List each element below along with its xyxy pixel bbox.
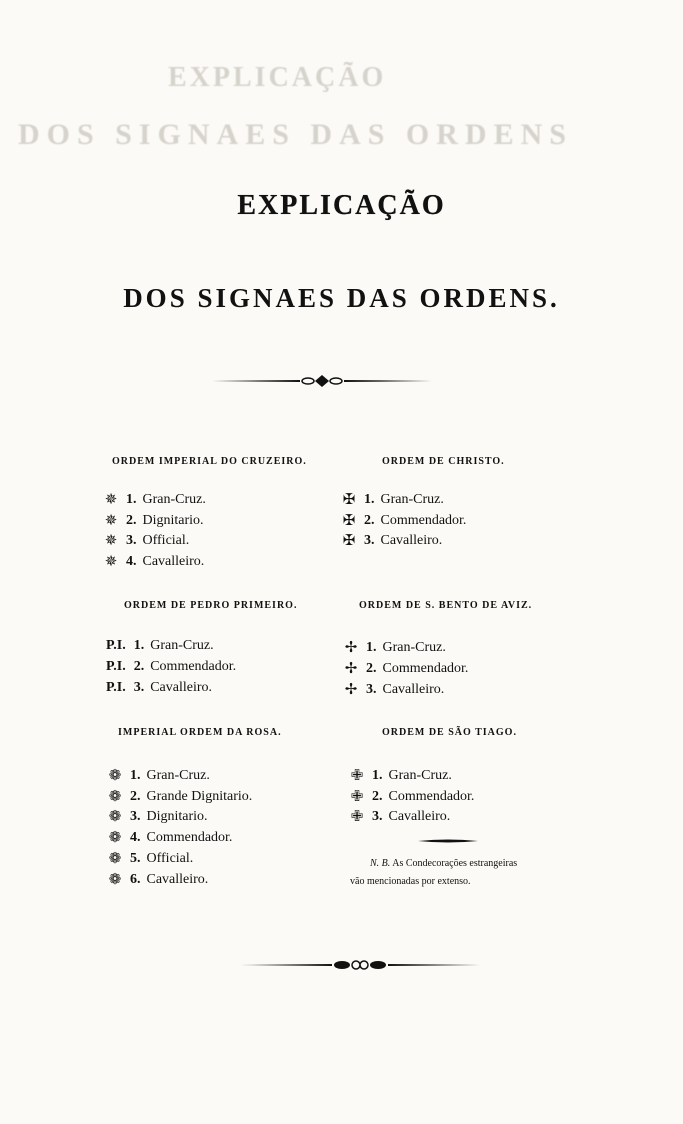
item-number: 3. bbox=[130, 808, 141, 824]
list-item bbox=[348, 807, 450, 826]
item-label: Cavalleiro. bbox=[142, 553, 205, 569]
star-medal-icon: ✵ bbox=[104, 533, 118, 549]
list-item bbox=[106, 766, 210, 785]
item-label: Gran-Cruz. bbox=[380, 491, 444, 507]
item-label: Commendador. bbox=[150, 659, 237, 674]
item-number: 2. bbox=[372, 788, 383, 804]
item-number: 6. bbox=[130, 871, 141, 887]
item-number: 1. bbox=[366, 639, 377, 655]
list-item bbox=[106, 870, 208, 889]
cross-icon: ✠ bbox=[342, 492, 356, 508]
item-number: 3. bbox=[366, 681, 377, 697]
cross-icon: ✠ bbox=[342, 513, 356, 529]
faint-bleed-through-line-1: EXPLICAÇÃO bbox=[168, 62, 387, 93]
list-item bbox=[102, 531, 189, 550]
list-item bbox=[342, 680, 444, 699]
item-label: Gran-Cruz. bbox=[146, 767, 210, 783]
item-number: 2. bbox=[126, 512, 137, 528]
item-number: 3. bbox=[372, 808, 383, 824]
page-subtitle: DOS SIGNAES DAS ORDENS. bbox=[123, 283, 560, 313]
item-number: 4. bbox=[130, 829, 141, 845]
faint-bleed-through-line-2: DOS SIGNAES DAS ORDENS bbox=[18, 118, 573, 151]
rose-medal-icon: ❁ bbox=[108, 809, 122, 825]
item-label: Commendador. bbox=[388, 788, 475, 804]
item-label: Grande Dignitario. bbox=[146, 788, 253, 804]
item-label: Cavalleiro. bbox=[380, 532, 443, 548]
item-number: 1. bbox=[364, 491, 375, 507]
star-medal-icon: ✵ bbox=[104, 513, 118, 529]
item-number: 1. bbox=[372, 767, 383, 783]
item-number: 4. bbox=[126, 553, 137, 569]
list-item bbox=[348, 787, 474, 806]
item-label: Official. bbox=[146, 850, 194, 866]
rose-medal-icon: ❁ bbox=[108, 872, 122, 888]
item-label: Official. bbox=[142, 532, 190, 548]
sword-cross-icon: ✙ bbox=[350, 768, 364, 784]
item-label: Gran-Cruz. bbox=[150, 638, 214, 653]
list-item bbox=[106, 828, 232, 847]
list-item bbox=[106, 659, 236, 675]
heading-ordem-aviz: ORDEM DE S. BENTO DE AVIZ. bbox=[359, 600, 533, 611]
item-label: Gran-Cruz. bbox=[142, 491, 206, 507]
rose-medal-icon: ❁ bbox=[108, 789, 122, 805]
list-item bbox=[102, 552, 204, 571]
note-line-2: vão mencionadas por extenso. bbox=[350, 876, 471, 887]
item-number: 2. bbox=[366, 660, 377, 676]
item-number: 1. bbox=[126, 491, 137, 507]
footnote-continued bbox=[350, 876, 471, 887]
item-label: Commendador. bbox=[382, 660, 469, 676]
footnote bbox=[370, 858, 517, 869]
heading-ordem-tiago: ORDEM DE SÃO TIAGO. bbox=[382, 727, 517, 738]
item-number: 3. bbox=[133, 680, 145, 695]
item-label: Gran-Cruz. bbox=[382, 639, 446, 655]
cross-icon: ✠ bbox=[342, 533, 356, 549]
list-item bbox=[340, 531, 442, 550]
ornamental-rule-bottom bbox=[240, 957, 480, 973]
list-item bbox=[102, 511, 204, 530]
item-label: Commendador. bbox=[380, 512, 467, 528]
list-item bbox=[342, 638, 446, 657]
page-title: EXPLICAÇÃO bbox=[237, 190, 446, 221]
item-label: Cavalleiro. bbox=[388, 808, 451, 824]
star-medal-icon: ✵ bbox=[104, 492, 118, 508]
item-number: 1. bbox=[133, 638, 145, 653]
item-number: 3. bbox=[364, 532, 375, 548]
list-item bbox=[106, 638, 214, 654]
ornamental-rule-top bbox=[212, 374, 432, 388]
rose-medal-icon: ❁ bbox=[108, 768, 122, 784]
fleury-cross-icon: ✢ bbox=[344, 640, 358, 656]
item-number: 2. bbox=[130, 788, 141, 804]
list-item bbox=[106, 807, 208, 826]
item-number: 1. bbox=[130, 767, 141, 783]
item-label: Commendador. bbox=[146, 829, 233, 845]
heading-ordem-cruzeiro: ORDEM IMPERIAL DO CRUZEIRO. bbox=[112, 456, 307, 467]
order-prefix: P.I. bbox=[106, 680, 126, 695]
item-label: Gran-Cruz. bbox=[388, 767, 452, 783]
list-item bbox=[106, 787, 252, 806]
rose-medal-icon: ❁ bbox=[108, 851, 122, 867]
item-label: Cavalleiro. bbox=[150, 680, 213, 695]
item-label: Cavalleiro. bbox=[146, 871, 209, 887]
sword-cross-icon: ✙ bbox=[350, 789, 364, 805]
item-label: Cavalleiro. bbox=[382, 681, 445, 697]
heading-ordem-pedro: ORDEM DE PEDRO PRIMEIRO. bbox=[124, 600, 298, 611]
item-label: Dignitario. bbox=[146, 808, 208, 824]
list-item bbox=[106, 680, 212, 696]
star-medal-icon: ✵ bbox=[104, 554, 118, 570]
note-line-1: As Condecorações estrangeiras bbox=[392, 858, 518, 869]
list-item bbox=[106, 849, 193, 868]
order-prefix: P.I. bbox=[106, 659, 126, 674]
heading-ordem-christo: ORDEM DE CHRISTO. bbox=[382, 456, 505, 467]
note-prefix: N. B. bbox=[370, 858, 391, 869]
short-rule bbox=[418, 838, 478, 844]
sword-cross-icon: ✙ bbox=[350, 809, 364, 825]
item-number: 5. bbox=[130, 850, 141, 866]
list-item bbox=[340, 490, 444, 509]
list-item bbox=[340, 511, 466, 530]
item-number: 3. bbox=[126, 532, 137, 548]
list-item bbox=[102, 490, 206, 509]
item-number: 2. bbox=[133, 659, 145, 674]
fleury-cross-icon: ✢ bbox=[344, 661, 358, 677]
list-item bbox=[348, 766, 452, 785]
heading-ordem-rosa: IMPERIAL ORDEM DA ROSA. bbox=[118, 727, 282, 738]
fleury-cross-icon: ✢ bbox=[344, 682, 358, 698]
item-label: Dignitario. bbox=[142, 512, 204, 528]
list-item bbox=[342, 659, 468, 678]
rose-medal-icon: ❁ bbox=[108, 830, 122, 846]
item-number: 2. bbox=[364, 512, 375, 528]
order-prefix: P.I. bbox=[106, 638, 126, 653]
